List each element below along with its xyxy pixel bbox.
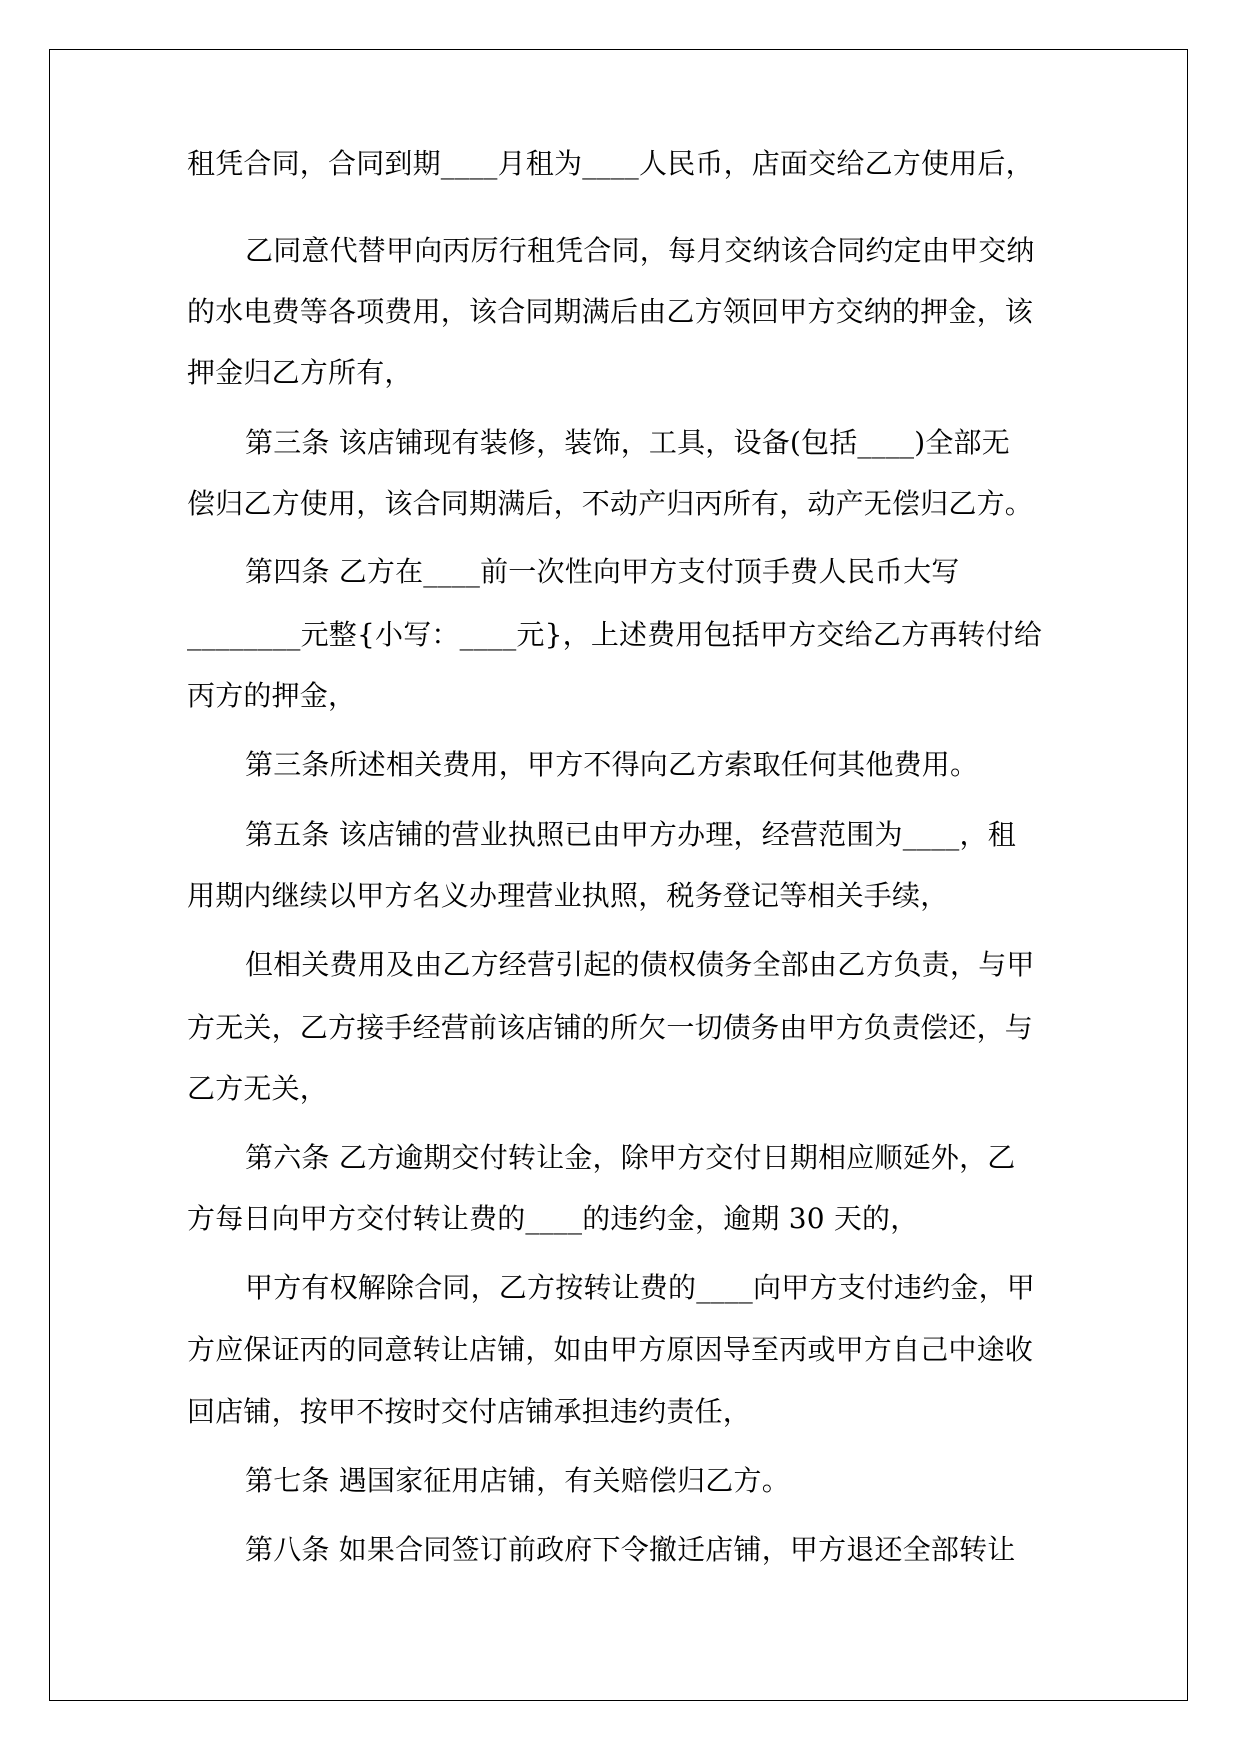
text-line-12: 用期内继续以甲方名义办理营业执照，税务登记等相关手续， xyxy=(187,879,949,912)
text-line-22: 第八条 如果合同签订前政府下令撤迁店铺，甲方退还全部转让 xyxy=(245,1533,1016,1566)
text-line-2: 乙同意代替甲向丙厉行租凭合同，每月交纳该合同约定由甲交纳 xyxy=(245,234,1035,267)
text-line-8: ________元整{小写：____元}，上述费用包括甲方交给乙方再转付给 xyxy=(187,618,1043,651)
text-line-13: 但相关费用及由乙方经营引起的债权债务全部由乙方负责，与甲 xyxy=(245,948,1035,981)
text-line-18: 甲方有权解除合同，乙方按转让费的____向甲方支付违约金，甲 xyxy=(245,1271,1036,1304)
text-line-14: 方无关，乙方接手经营前该店铺的所欠一切债务由甲方负责偿还，与 xyxy=(187,1011,1034,1044)
text-line-4: 押金归乙方所有， xyxy=(187,356,413,389)
text-line-19: 方应保证丙的同意转让店铺，如由甲方原因导至丙或甲方自己中途收 xyxy=(187,1333,1034,1366)
text-line-16: 第六条 乙方逾期交付转让金，除甲方交付日期相应顺延外，乙 xyxy=(245,1141,1016,1174)
text-line-10: 第三条所述相关费用，甲方不得向乙方索取任何其他费用。 xyxy=(245,748,979,781)
text-line-21: 第七条 遇国家征用店铺，有关赔偿归乙方。 xyxy=(245,1464,790,1497)
text-line-20: 回店铺，按甲不按时交付店铺承担违约责任， xyxy=(187,1395,752,1428)
text-line-5: 第三条 该店铺现有装修，装饰，工具，设备(包括____)全部无 xyxy=(245,426,1010,459)
text-line-7: 第四条 乙方在____前一次性向甲方支付顶手费人民币大写 xyxy=(245,555,960,588)
text-line-15: 乙方无关， xyxy=(187,1072,329,1105)
text-line-11: 第五条 该店铺的营业执照已由甲方办理，经营范围为____，租 xyxy=(245,818,1016,851)
text-line-3: 的水电费等各项费用，该合同期满后由乙方领回甲方交纳的押金，该 xyxy=(187,295,1034,328)
text-line-6: 偿归乙方使用，该合同期满后，不动产归丙所有，动产无偿归乙方。 xyxy=(187,487,1034,520)
text-line-17: 方每日向甲方交付转让费的____的违约金，逾期 30 天的， xyxy=(187,1202,919,1235)
text-line-1: 租凭合同，合同到期____月租为____人民币，店面交给乙方使用后， xyxy=(187,147,1034,180)
text-line-9: 丙方的押金， xyxy=(187,679,357,712)
